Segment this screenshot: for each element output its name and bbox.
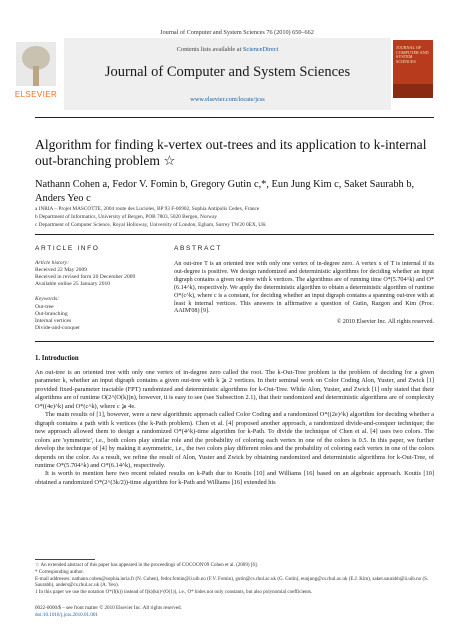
journal-title: Journal of Computer and System Sciences <box>104 64 351 80</box>
journal-cover-thumbnail <box>393 40 433 98</box>
footnote-email-addresses: E-mail addresses: nathann.cohen@sophia.inria.fr (N. Cohen), fedor.fomin@ii.uib.no (F.V. Fomin), gutin@cs.rhul.ac.uk (G. Gutin), eunjung@cs.rhul.ac.uk (E.J. Kim), saket.saurabh@ii.uib.no (S. Saurabh), anders@cs.rhul.ac.uk (A. Yeo). <box>35 575 429 589</box>
copyright-notice: © 2010 Elsevier Inc. All rights reserved. <box>336 319 434 326</box>
article-info-heading: ARTICLE INFO <box>35 245 100 252</box>
sciencedirect-link[interactable]: ScienceDirect <box>242 46 279 53</box>
affiliation-b: b Department of Informatics, University of Bergen, POB 7803, 5020 Bergen, Norway <box>35 214 218 221</box>
running-head: Journal of Computer and System Sciences 76 (2010) 650–662 <box>160 29 314 36</box>
contents-prefix: Contents lists available at <box>176 46 243 53</box>
section-rule <box>35 234 434 235</box>
footnote-rule <box>35 559 95 560</box>
author-list: Nathann Cohen a, Fedor V. Fomin b, Gregory Gutin c,*, Eun Jung Kim c, Saket Saurabh b, Anders Yeo c <box>35 179 415 204</box>
abstract-heading: ABSTRACT <box>174 245 222 252</box>
footnote-corresponding-author: * Corresponding author. <box>35 568 84 575</box>
doi-link[interactable]: doi:10.1016/j.jcss.2010.01.001 <box>35 611 98 618</box>
article-history <box>35 260 155 288</box>
journal-homepage[interactable] <box>64 96 391 103</box>
affiliation-a: a INRIA – Projet MASCOTTE, 2004 route des Lucioles, BP 93 F-06902, Sophia Antipolis Cedex, France <box>35 206 260 212</box>
paragraph: An out-tree is an oriented tree with only one vertex of in-degree zero called the root. The k-Out-Tree problem is the problem of deciding for a given parameter k, whether an input digraph contains a given out-tree with k ⩾ 2 vertices. In their seminal work on Color Coding Alon, Yuster, and Zwick [1] provided fixed-parameter tractable (FPT) randomized and deterministic algorithms for k-Out-Tree. While Alon, Yuster, and Zwick [1] only stated that their algorithms are of runtime O(2^(O(k))n), however, it is easy to see (see Subsection 2.1), that their randomized and deterministic algorithms are of complexity O*((4e)^k) and O*(c^k), where c ⩾ 4e. <box>35 369 434 410</box>
keyword-item: Divide-and-conquer <box>35 324 81 331</box>
publisher-wordmark: ELSEVIER <box>14 90 58 99</box>
cover-text: JOURNAL OF COMPUTER AND SYSTEM SCIENCES <box>396 45 429 64</box>
keywords-label: Keywords: <box>35 296 60 303</box>
abstract-text: An out-tree T is an oriented tree with only one vertex of in-degree zero. A vertex x of T is internal if its out-degree is positive. We design randomized and deterministic algorithms for deciding whether an input digraph contains a given out-tree with k vertices. The algorithms are of running time O*(5.704^k) and O*(6.14^k), respectively. We apply the deterministic algorithm to obtain a deterministic algorithm of runtime O*(c^k), where c is a constant, for deciding whether an input digraph contains a spanning out-tree with at least k internal vertices. This answers in affirmative a question of Gutin, Razgon and Kim (Proc. AAIM'08) [9]. <box>174 261 434 315</box>
affiliations <box>35 205 445 229</box>
journal-banner <box>64 38 391 110</box>
abstract-rule <box>35 341 434 342</box>
elsevier-tree-icon <box>16 42 56 86</box>
footnote-notation: 1 In this paper we use the notation O*(f(k)) instead of f(k)(kn)^(O(1)), i.e., O* hides not only constants, but also polynomial coefficients. <box>35 589 313 595</box>
elsevier-logo <box>12 42 60 110</box>
footnotes <box>35 562 434 596</box>
paragraph: It is worth to mention here two recent related results on k-Path due to Koutis [10] and Williams [16] based on an algebraic approach. Koutis [10] obtained a randomized O*(2^(3k/2))-time algorithm for k-Path and Williams [16] extended his <box>35 470 434 486</box>
history-received: Received 22 May 2009 <box>35 267 88 274</box>
article-info <box>35 245 155 332</box>
journal-homepage-link[interactable]: www.elsevier.com/locate/jcss <box>190 96 265 103</box>
introduction-body <box>35 369 434 487</box>
keyword-item: Internal vertices <box>35 317 72 324</box>
keyword-item: Out-tree <box>35 303 54 310</box>
contents-line <box>64 46 391 53</box>
header-rule <box>35 117 434 118</box>
footnote-extended-abstract: ☆ An extended abstract of this paper has appeared in the proceedings of COCOON'09 Cohen et al. (2009) [6]. <box>35 562 258 568</box>
affiliation-c: c Department of Computer Science, Royal Holloway, University of London, Egham, Surrey TW20 0EX, UK <box>35 222 266 229</box>
history-label: Article history: <box>35 260 70 267</box>
history-online: Available online 25 January 2010 <box>35 281 111 288</box>
keyword-item: Out-branching <box>35 310 68 317</box>
abstract <box>174 245 434 325</box>
article-title: Algorithm for finding k-vertex out-trees and its application to k-internal out-branching problem ☆ <box>35 137 427 168</box>
paragraph: The main results of [1], however, were a new algorithmic approach called Color Coding and a randomized O*((2e)^k) algorithm for deciding whether a digraph contains a path with k vertices (the k-Path problem). Chen et al. [4] proposed another approach, a randomized divide-and-conquer technique; the new approach allowed them to design a randomized O*(4^k)-time algorithm for k-Path. To divide the technique of Chen et al. [4] uses two colors. The colors are 'symmetric', i.e., both colors play similar role and the probability of coloring each vertex in one of the colors is 0.5. In this paper, we further develop the technique of [4] by making it asymmetric, i.e., the two colors play different roles and the probability of coloring each vertex in one of the colors depends on the color. As a result, we refine the result of Alon, Yuster and Zwick by obtaining randomized and deterministic algorithms for k-Out-Tree, of runtime O*(5.704^k) and O*(6.14^k), respectively. <box>35 411 434 469</box>
issn-line: 0022-0000/$ – see front matter © 2010 Elsevier Inc. All rights reserved. <box>35 605 182 611</box>
publication-info <box>35 605 235 618</box>
history-revised: Received in revised form 20 December 2009 <box>35 274 136 281</box>
section-heading-introduction: 1. Introduction <box>35 355 79 362</box>
keywords <box>35 296 155 331</box>
